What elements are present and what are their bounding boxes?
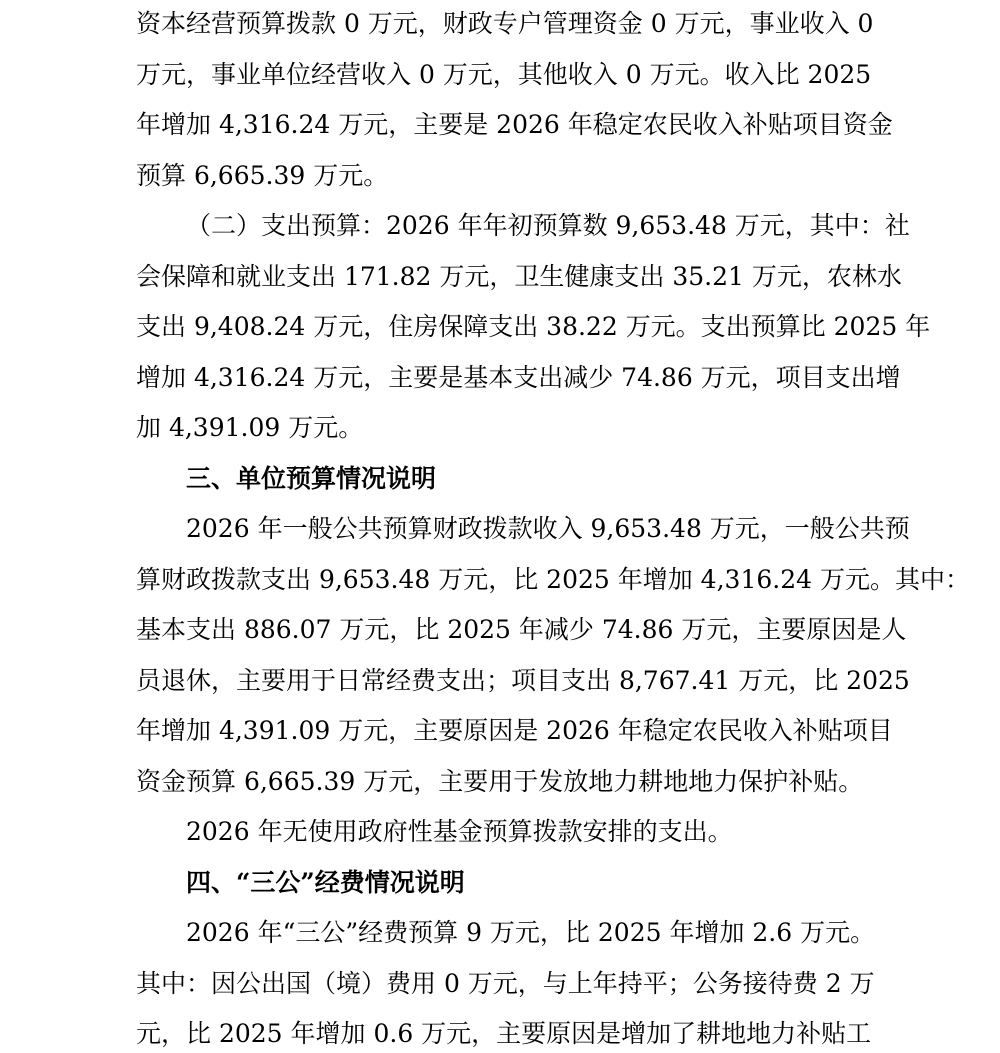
body-text-line: 2026 年一般公共预算财政拨款收入 9,653.48 万元，一般公共预 — [186, 514, 910, 543]
body-text-line: 加 4,391.09 万元。 — [136, 413, 364, 442]
body-text-line: 增加 4,316.24 万元，主要是基本支出减少 74.86 万元，项目支出增 — [136, 363, 901, 392]
body-text-line: 资金预算 6,665.39 万元，主要用于发放地力耕地地力保护补贴。 — [136, 767, 864, 796]
body-text-line: 会保障和就业支出 171.82 万元，卫生健康支出 35.21 万元，农林水 — [136, 262, 902, 291]
body-text-line: 2026 年“三公”经费预算 9 万元，比 2025 年增加 2.6 万元。 — [186, 918, 876, 947]
body-text-line: 年增加 4,316.24 万元，主要是 2026 年稳定农民收入补贴项目资金 — [136, 110, 893, 139]
body-text-line: 资本经营预算拨款 0 万元，财政专户管理资金 0 万元，事业收入 0 — [136, 9, 874, 38]
body-text-line: 年增加 4,391.09 万元，主要原因是 2026 年稳定农民收入补贴项目 — [136, 716, 893, 745]
section-heading: 三、单位预算情况说明 — [186, 464, 437, 493]
body-text-line: 支出 9,408.24 万元，住房保障支出 38.22 万元。支出预算比 2025 年 — [136, 312, 931, 341]
body-text-line: 元，比 2025 年增加 0.6 万元，主要原因是增加了耕地地力补贴工 — [136, 1019, 872, 1048]
body-text-line: 基本支出 886.07 万元，比 2025 年减少 74.86 万元，主要原因是人 — [136, 615, 907, 644]
body-text-line: 万元，事业单位经营收入 0 万元，其他收入 0 万元。收入比 2025 — [136, 60, 872, 89]
body-text-line: 其中：因公出国（境）费用 0 万元，与上年持平；公务接待费 2 万 — [136, 969, 875, 998]
body-text-line: 预算 6,665.39 万元。 — [136, 161, 389, 190]
section-heading: （二）支出预算：2026 年年初预算数 9,653.48 万元，其中：社 — [186, 211, 910, 240]
body-text-line: 算财政拨款支出 9,653.48 万元，比 2025 年增加 4,316.24 万元。其中： — [136, 565, 970, 594]
body-text-line: 员退休，主要用于日常经费支出；项目支出 8,767.41 万元，比 2025 — [136, 666, 910, 695]
section-heading: 四、“三公”经费情况说明 — [186, 868, 465, 897]
body-text-line: 2026 年无使用政府性基金预算拨款安排的支出。 — [186, 817, 733, 846]
